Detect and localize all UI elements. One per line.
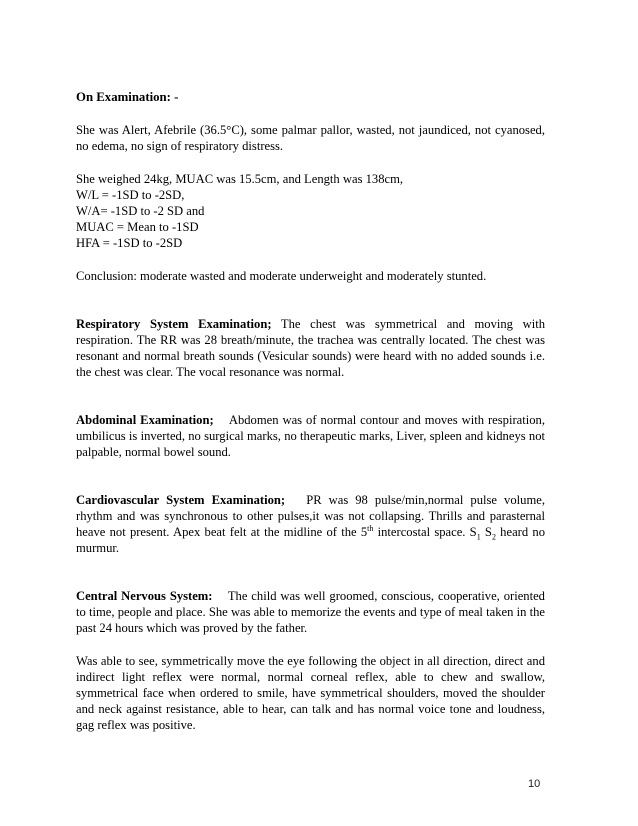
on-examination-heading: On Examination: - (76, 90, 179, 104)
measurement-line: W/L = -1SD to -2SD, (76, 188, 185, 202)
spacer (76, 154, 545, 171)
spacer (76, 380, 545, 412)
conclusion-paragraph: Conclusion: moderate wasted and moderate underweight and moderately stunted. (76, 269, 487, 283)
spacer (76, 251, 545, 268)
spacer (76, 460, 545, 492)
spacer (76, 284, 545, 316)
cns-section (76, 588, 549, 636)
spacer (76, 636, 545, 653)
cns-text: The child was well groomed, conscious, cooperative, oriented to time, people and place. She was able to memorize the events and type of meal taken in the past 24 hours which was proved by the father. (76, 589, 549, 635)
subscript-2: 2 (491, 532, 496, 542)
respiratory-section (76, 316, 545, 380)
page-number: 10 (528, 778, 541, 790)
cardiovascular-text: S (480, 525, 492, 539)
document-page (76, 89, 549, 733)
respiratory-text: The chest was symmetrical and moving with respiration. The RR was 28 breath/minute, the trachea was centrally located. The chest was resonant and normal breath sounds (Vesicular sounds) were heard with no added sounds i.e. the chest was clear. The vocal resonance was normal. (76, 317, 545, 379)
abdominal-section (76, 412, 549, 460)
cns-paragraph-2: Was able to see, symmetrically move the eye following the object in all direction, direct and indirect light reflex were normal, normal corneal reflex, able to chew and swallow, symmetrical face when ordered to smile, have symmetrical shoulders, moved the shoulder and neck against resistance, able to hear, can talk and has normal voice tone and loudness, gag reflex was positive. (76, 654, 545, 732)
abdominal-heading: Abdominal Examination; (76, 413, 214, 427)
measurement-line: HFA = -1SD to -2SD (76, 236, 183, 250)
cardiovascular-heading: Cardiovascular System Examination; (76, 493, 286, 507)
general-examination-paragraph: She was Alert, Afebrile (36.5°C), some palmar pallor, wasted, not jaundiced, not cyanosed, no edema, no sign of respiratory distress. (76, 123, 545, 153)
respiratory-heading: Respiratory System Examination; (76, 317, 272, 331)
superscript-th: th (367, 523, 374, 533)
cardiovascular-text: intercostal space. S (373, 525, 477, 539)
spacer (76, 556, 545, 588)
cardiovascular-text: heard no murmur. (76, 525, 545, 555)
subscript-1: 1 (476, 532, 481, 542)
cns-heading: Central Nervous System: (76, 589, 213, 603)
measurement-line: W/A= -1SD to -2 SD and (76, 204, 205, 218)
measurement-line: MUAC = Mean to -1SD (76, 220, 199, 234)
cardiovascular-text: PR was 98 pulse/min,normal pulse volume, rhythm and was synchronous to other pulses,it was not collapsing. Thrills and parasternal heave not present. Apex beat felt at the midline of the 5 (76, 493, 549, 539)
measurements-list (76, 171, 545, 251)
cardiovascular-section (76, 492, 549, 556)
measurement-line: She weighed 24kg, MUAC was 15.5cm, and Length was 138cm, (76, 172, 404, 186)
abdominal-text: Abdomen was of normal contour and moves with respiration, umbilicus is inverted, no surgical marks, no therapeutic marks, Liver, spleen and kidneys not palpable, normal bowel sound. (76, 413, 549, 459)
spacer (76, 105, 545, 122)
